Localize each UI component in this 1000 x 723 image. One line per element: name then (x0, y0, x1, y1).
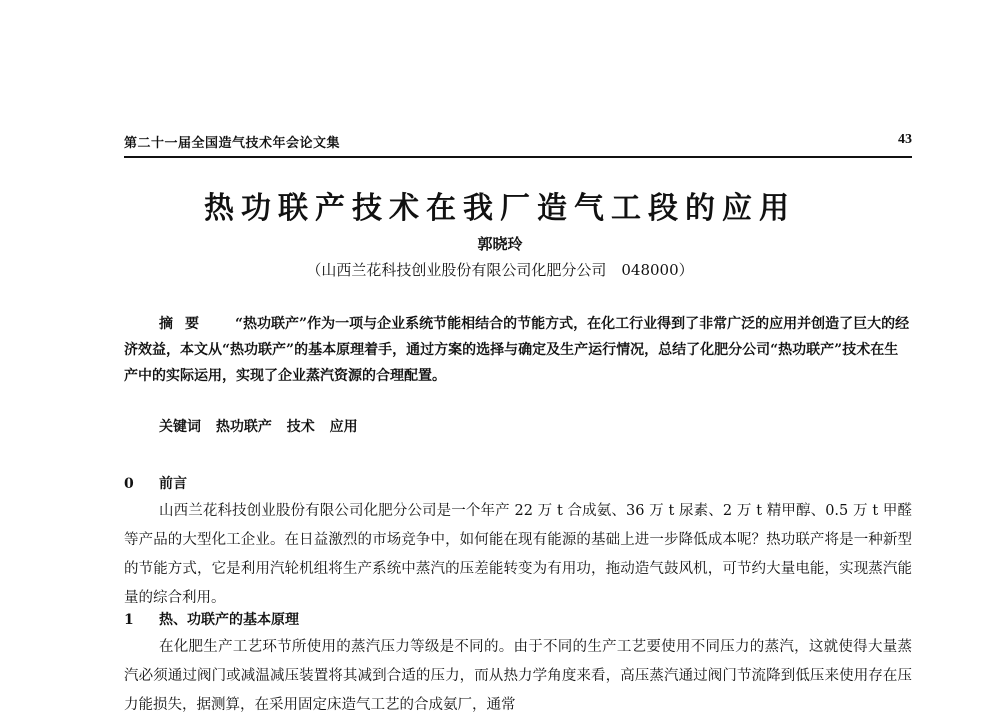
section-paragraph: 山西兰花科技创业股份有限公司化肥分公司是一个年产 22 万 t 合成氨、36 万 t 尿素、2 万 t 精甲醇、0.5 万 t 甲醛等产品的大型化工企业。在日益激烈的市场竞争中，如何能在现有能源的基础上进一步降低成本呢？热功联产将是一种新型的节能方式，它是利用汽轮机组将生产系统中蒸汽的压差能转变为有用功，拖动造气鼓风机，可节约大量电能，实现蒸汽能量的综合利用。 (124, 503, 912, 606)
page-number: 43 (898, 132, 912, 147)
author: 郭晓玲 (477, 235, 523, 253)
running-header (124, 132, 912, 158)
section-heading-1 (124, 609, 299, 629)
keyword-1: 热功联产 (215, 419, 272, 435)
abstract-text: “热功联产”作为一项与企业系统节能相结合的节能方式，在化工行业得到了非常广泛的应用并创造了巨大的经济效益，本文从“热功联产”的基本原理着手，通过方案的选择与确定及生产运行情况，总结了化肥分公司“热功联产”技术在生产中的实际运用，实现了企业蒸汽资源的合理配置。 (124, 316, 910, 384)
section-title: 热、功联产的基本原理 (159, 612, 299, 628)
section-heading-0 (124, 473, 187, 493)
keywords-label: 关键词 (159, 419, 201, 435)
affiliation: （山西兰花科技创业股份有限公司化肥分公司 048000） (306, 261, 694, 279)
section-title: 前言 (159, 476, 187, 492)
section-paragraph: 在化肥生产工艺环节所使用的蒸汽压力等级是不同的。由于不同的生产工艺要使用不同压力的蒸汽，这就使得大量蒸汽必须通过阀门或减温减压装置将其减到合适的压力，而从热力学角度来看，高压蒸汽通过阀门节流降到低压来使用存在压力能损失，据测算，在采用固定床造气工艺的合成氨厂，通常 (124, 639, 912, 713)
section-number: 0 (124, 476, 134, 492)
keyword-3: 应用 (329, 419, 358, 435)
keyword-2: 技术 (286, 419, 315, 435)
paper-title: 热功联产技术在我厂造气工段的应用 (204, 191, 796, 226)
abstract-label: 摘要 (159, 316, 211, 332)
abstract (124, 311, 912, 389)
keywords (159, 416, 368, 436)
running-title: 第二十一届全国造气技术年会论文集 (124, 136, 341, 151)
section-number: 1 (124, 612, 134, 628)
